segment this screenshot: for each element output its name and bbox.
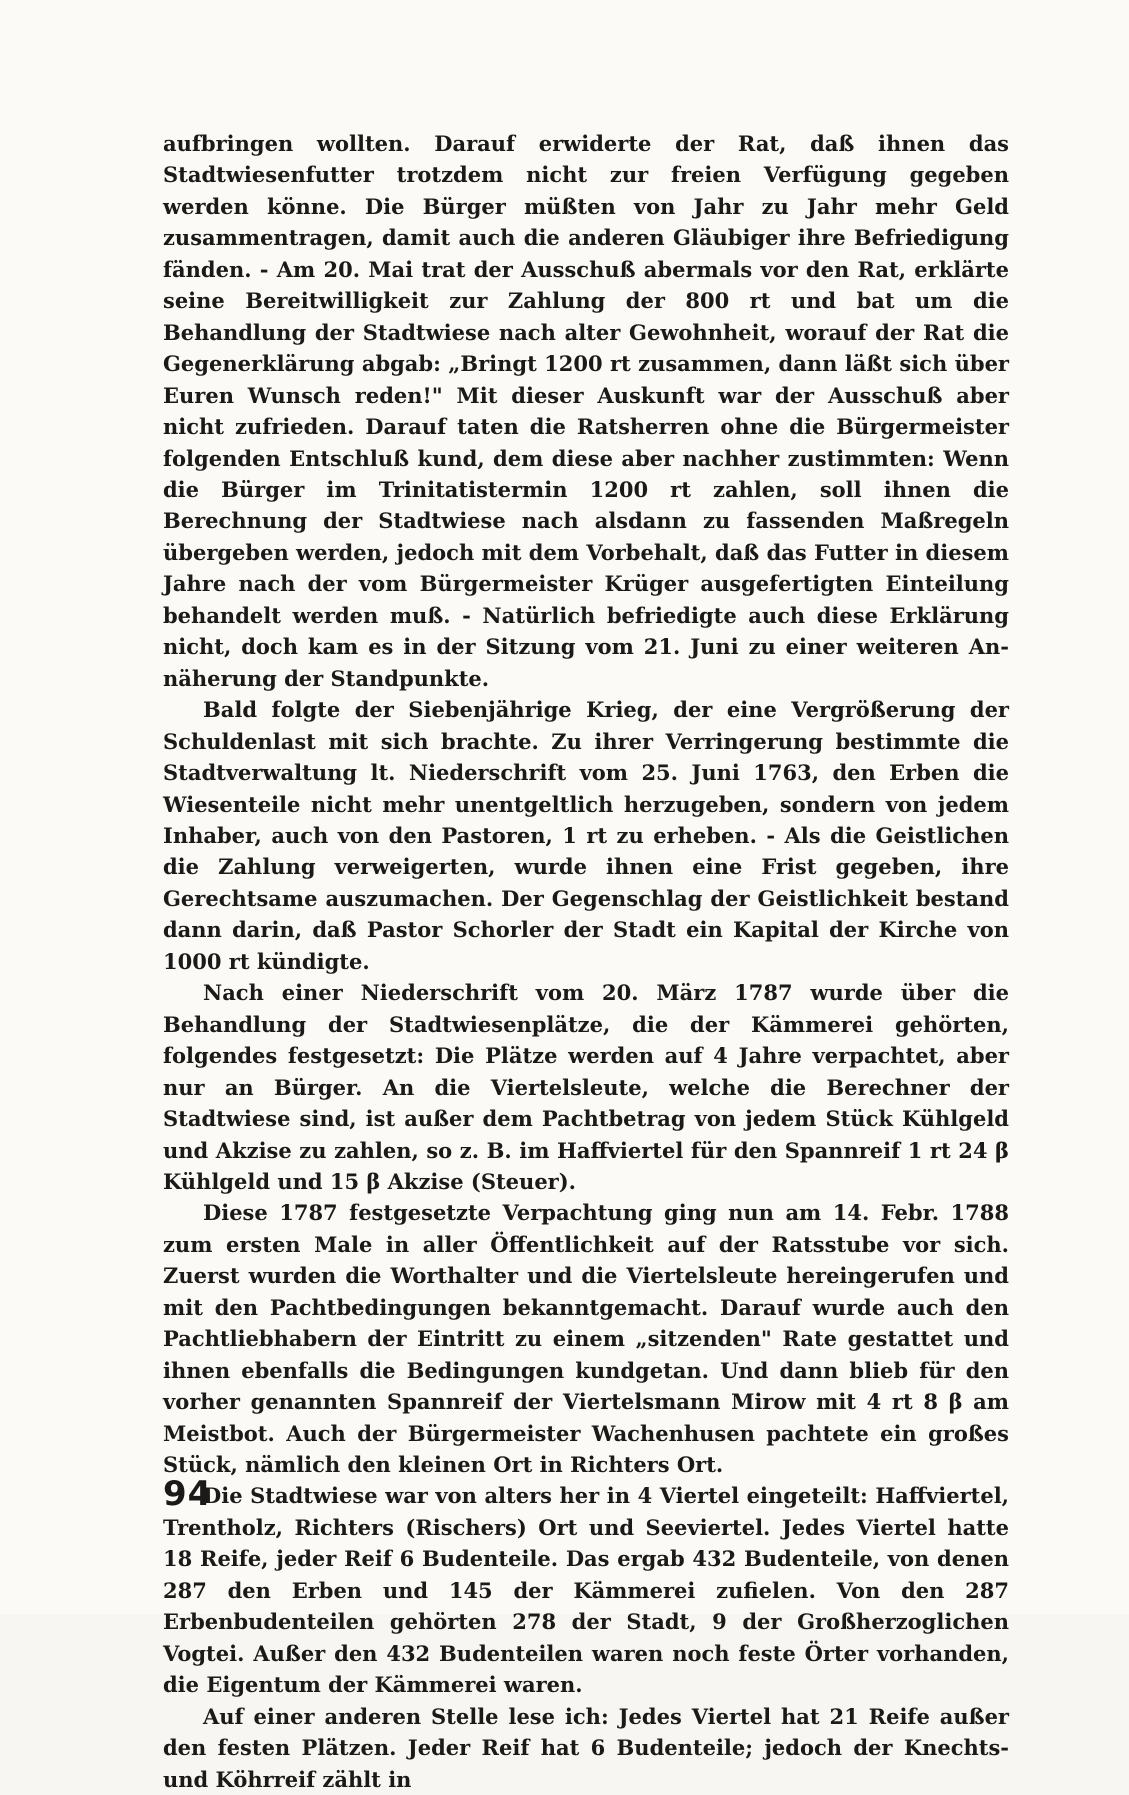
- page-number: 94: [163, 1474, 213, 1514]
- body-text: [163, 128, 1009, 1795]
- paragraph-1: aufbringen wollten. Darauf erwiderte der Rat, daß ihnen das Stadtwiesenfutter trotzdem nicht zur freien Verfügung gegeben werden könne. Die Bürger müßten von Jahr zu Jahr mehr Geld zusammentragen, damit auch die anderen Gläubiger ihre Befriedigung fänden. - Am 20. Mai trat der Ausschuß abermals vor den Rat, erklärte seine Bereitwilligkeit zur Zahlung der 800 rt und bat um die Behandlung der Stadtwiese nach alter Gewohnheit, worauf der Rat die Gegenerklärung abgab: „Bringt 1200 rt zusammen, dann läßt sich über Euren Wunsch reden!" Mit dieser Auskunft war der Ausschuß aber nicht zufrieden. Darauf taten die Ratsherren ohne die Bürgermeister folgenden Entschluß kund, dem diese aber nachher zustimmten: Wenn die Bürger im Trinitatistermin 1200 rt zahlen, soll ihnen die Berechnung der Stadtwiese nach alsdann zu fassenden Maßregeln übergeben werden, jedoch mit dem Vorbehalt, daß das Futter in diesem Jahre nach der vom Bürgermeister Krüger ausgefertigten Einteilung behandelt werden muß. - Natürlich befriedigte auch diese Erklärung nicht, doch kam es in der Sitzung vom 21. Juni zu einer weiteren Annäherung der Standpunkte.: [163, 131, 1009, 691]
- paragraph-4: Diese 1787 festgesetzte Verpachtung ging nun am 14. Febr. 1788 zum ersten Male in aller Öffentlichkeit auf der Ratsstube vor sich. Zuerst wurden die Worthalter und die Viertelsleute hereingerufen und mit den Pachtbedingungen bekanntgemacht. Darauf wurde auch den Pachtliebhabern der Eintritt zu einem „sitzenden" Rate gestattet und ihnen ebenfalls die Bedingungen kundgetan. Und dann blieb für den vorher genannten Spannreif der Viertelsmann Mirow mit 4 rt 8 β am Meistbot. Auch der Bürgermeister Wachenhusen pachtete ein großes Stück, nämlich den kleinen Ort in Richters Ort.: [163, 1200, 1009, 1478]
- paragraph-3: Nach einer Niederschrift vom 20. März 1787 wurde über die Behandlung der Stadtwiesenplätze, die der Kämmerei gehörten, folgendes festgesetzt: Die Plätze werden auf 4 Jahre verpachtet, aber nur an Bürger. An die Viertelsleute, welche die Berechner der Stadtwiese sind, ist außer dem Pachtbetrag von jedem Stück Kühlgeld und Akzise zu zahlen, so z. B. im Haffviertel für den Spannreif 1 rt 24 β Kühlgeld und 15 β Akzise (Steuer).: [163, 980, 1009, 1194]
- paragraph-5: Die Stadtwiese war von alters her in 4 Viertel eingeteilt: Haffviertel, Trentholz, Richters (Rischers) Ort und Seeviertel. Jedes Viertel hatte 18 Reife, jeder Reif 6 Budenteile. Das ergab 432 Budenteile, von denen 287 den Erben und 145 der Kämmerei zufielen. Von den 287 Erbenbudenteilen gehörten 278 der Stadt, 9 der Großherzoglichen Vogtei. Außer den 432 Budenteilen waren noch feste Örter vorhanden, die Eigentum der Kämmerei waren.: [163, 1483, 1009, 1698]
- paragraph-6: Auf einer anderen Stelle lese ich: Jedes Viertel hat 21 Reife außer den festen Plätzen. Jeder Reif hat 6 Budenteile; jedoch der Knechts- und Köhrreif zählt in: [163, 1703, 1009, 1792]
- paragraph-2: Bald folgte der Siebenjährige Krieg, der eine Vergrößerung der Schuldenlast mit sich brachte. Zu ihrer Verringerung bestimmte die Stadtverwaltung lt. Niederschrift vom 25. Juni 1763, den Erben die Wiesenteile nicht mehr unentgeltlich herzugeben, sondern von jedem Inhaber, auch von den Pastoren, 1 rt zu erheben. - Als die Geistlichen die Zahlung verweigerten, wurde ihnen eine Frist gegeben, ihre Gerechtsame auszumachen. Der Gegenschlag der Geistlichkeit bestand dann darin, daß Pastor Schorler der Stadt ein Kapital der Kirche von 1000 rt kündigte.: [163, 697, 1009, 974]
